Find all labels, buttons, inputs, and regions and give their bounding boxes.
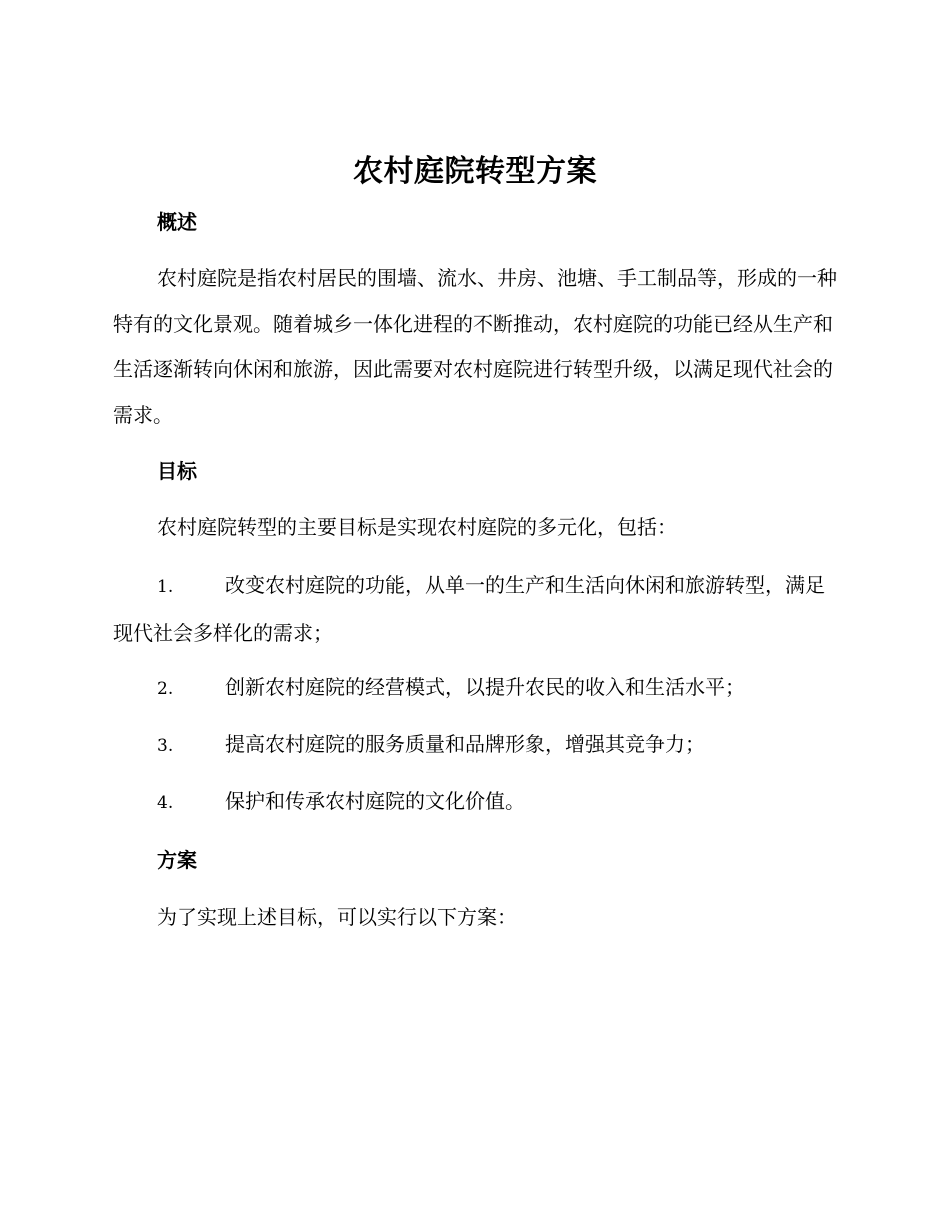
goal-list-item-1: [113, 563, 843, 656]
list-item-text: 提高农村庭院的服务质量和品牌形象，增强其竞争力；: [225, 732, 705, 756]
section-heading-overview: 概述: [157, 210, 197, 234]
section-heading-goals: 目标: [157, 459, 197, 483]
list-number: 1.: [157, 577, 174, 597]
list-item-text: 保护和传承农村庭院的文化价值。: [225, 789, 525, 813]
goal-list-item-4: [113, 779, 843, 827]
list-number: 4.: [157, 793, 174, 813]
goal-list-item-2: [113, 665, 843, 713]
goal-list-item-3: [113, 722, 843, 770]
overview-paragraph: 农村庭院是指农村居民的围墙、流水、井房、池塘、手工制品等，形成的一种特有的文化景观。随着城乡一体化进程的不断推动，农村庭院的功能已经从生产和生活逐渐转向休闲和旅游，因此需要对农村庭院进行转型升级，以满足现代社会的需求。: [113, 266, 837, 427]
list-item-text: 创新农村庭院的经营模式，以提升农民的收入和生活水平；: [225, 675, 745, 699]
document-title: 农村庭院转型方案: [353, 154, 597, 189]
list-number: 2.: [157, 679, 174, 699]
list-item-text: 改变农村庭院的功能，从单一的生产和生活向休闲和旅游转型，满足现代社会多样化的需求；: [113, 573, 825, 645]
plan-intro: 为了实现上述目标，可以实行以下方案：: [157, 905, 517, 929]
list-number: 3.: [157, 736, 174, 756]
goals-intro: 农村庭院转型的主要目标是实现农村庭院的多元化，包括：: [157, 515, 677, 539]
section-heading-plan: 方案: [157, 848, 197, 872]
